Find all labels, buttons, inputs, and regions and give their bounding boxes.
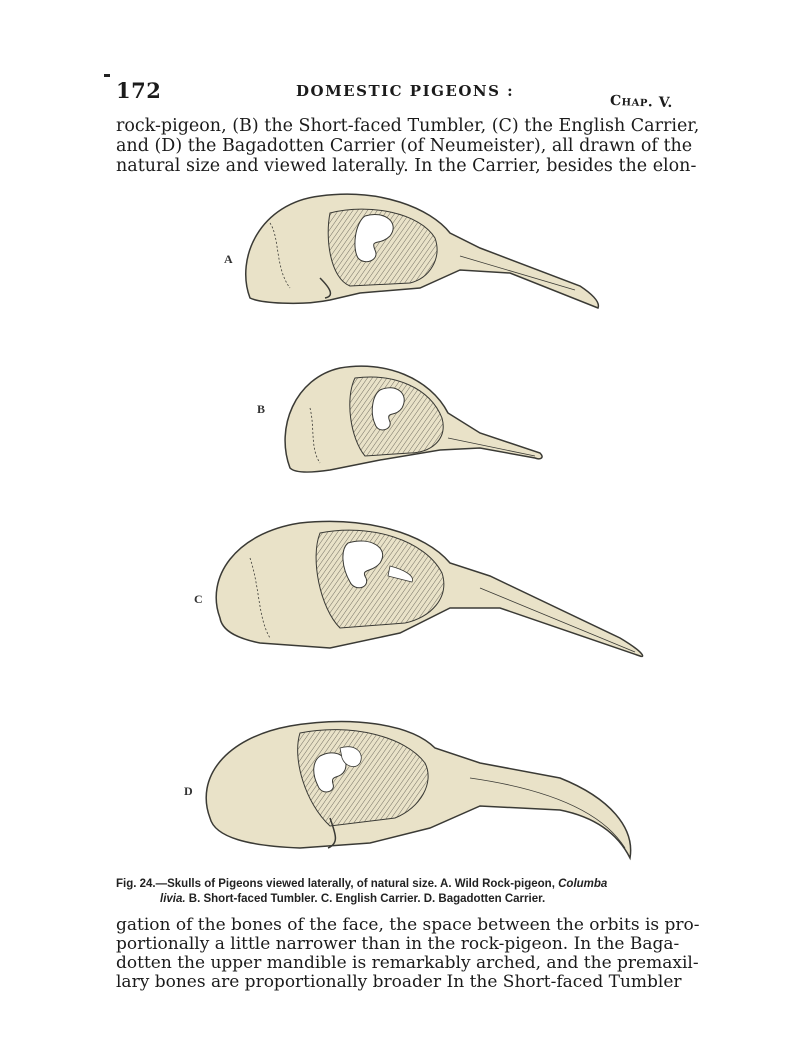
caption-text: Fig. 24.—Skulls of Pigeons viewed laterally, of natural size. A. Wild Rock-pigeon,	[116, 878, 559, 890]
chapter-label: Chap. V.	[609, 92, 674, 112]
text-line-3: natural size and viewed laterally. In the Carrier, besides the elon-	[116, 156, 697, 176]
skulls-figure	[180, 178, 660, 878]
text-line-5: portionally a little narrower than in the rock-pigeon. In the Baga-	[116, 934, 680, 954]
text-line-1: rock-pigeon, (B) the Short-faced Tumbler, (C) the English Carrier,	[116, 116, 700, 136]
text-line-6: dotten the upper mandible is remarkably arched, and the premaxil-	[116, 953, 699, 973]
skull-b	[285, 366, 542, 472]
running-title: DOMESTIC PIGEONS :	[296, 82, 515, 100]
caption-genus: Columba	[558, 878, 608, 890]
figure-label-b: B	[257, 402, 266, 416]
caption-species: livia.	[160, 893, 186, 905]
figure-caption-line-2	[160, 893, 545, 905]
figure-label-d: D	[184, 784, 193, 798]
margin-mark	[104, 74, 110, 77]
skull-d	[206, 722, 630, 858]
skull-c	[216, 521, 642, 656]
text-line-4: gation of the bones of the face, the space between the orbits is pro-	[116, 915, 700, 935]
figure-label-a: A	[224, 252, 233, 266]
figure-label-c: C	[194, 592, 203, 606]
caption-text-2: B. Short-faced Tumbler. C. English Carrier. D. Bagadotten Carrier.	[185, 893, 546, 905]
text-line-2: and (D) the Bagadotten Carrier (of Neumeister), all drawn of the	[116, 136, 693, 156]
skull-illustrations	[180, 178, 660, 878]
text-line-7: lary bones are proportionally broader In the Short-faced Tumbler	[116, 972, 682, 992]
page-number: 172	[116, 78, 162, 103]
skull-a	[246, 194, 599, 308]
figure-caption-line-1	[116, 878, 607, 890]
